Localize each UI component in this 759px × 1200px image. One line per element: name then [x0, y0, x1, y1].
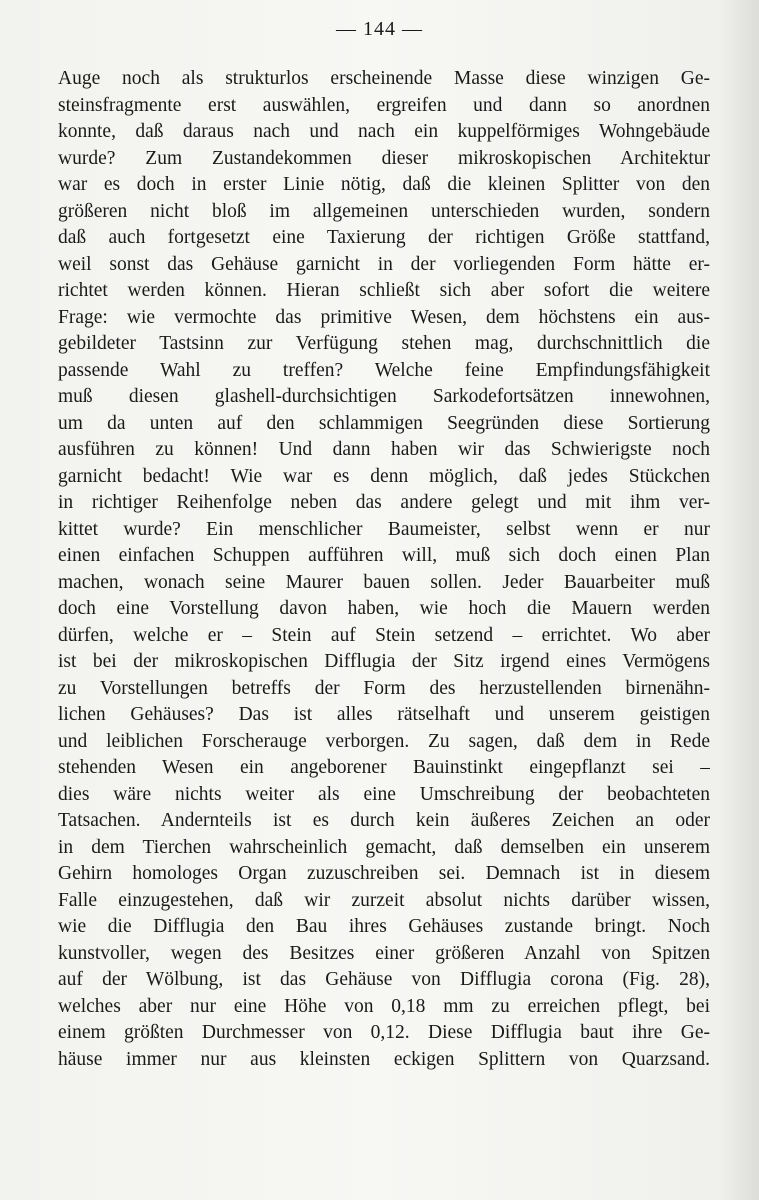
text-line: gebildeter Tastsinn zur Verfügung stehen mag, durchschnittlich die: [58, 333, 710, 354]
text-line: häuse immer nur aus kleinsten eckigen Splittern von Quarzsand.: [58, 1048, 710, 1070]
text-line: lichen Gehäuses? Das ist alles rätselhaft und unserem geistigen: [58, 704, 710, 725]
text-line: einem größten Durchmesser von 0,12. Diese Difflugia baut ihre Ge-: [58, 1022, 710, 1043]
text-line: richtet werden können. Hieran schließt sich aber sofort die weitere: [58, 280, 710, 301]
text-line: muß diesen glashell-durchsichtigen Sarkodefortsätzen innewohnen,: [58, 386, 710, 407]
text-line: Falle einzugestehen, daß wir zurzeit absolut nichts darüber wissen,: [58, 889, 710, 911]
text-line: größeren nicht bloß im allgemeinen unterschieden wurden, sondern: [58, 200, 710, 222]
text-line: um da unten auf den schlammigen Seegründen diese Sortierung: [58, 412, 710, 434]
text-line: steinsfragmente erst auswählen, ergreifen und dann so anordnen: [58, 94, 710, 116]
text-line: Auge noch als strukturlos erscheinende Masse diese winzigen Ge-: [58, 68, 710, 89]
text-line: weil sonst das Gehäuse garnicht in der vorliegenden Form hätte er-: [58, 253, 710, 275]
text-line: ist bei der mikroskopischen Difflugia der Sitz irgend eines Vermögens: [58, 651, 710, 672]
text-line: einen einfachen Schuppen aufführen will, muß sich doch einen Plan: [58, 545, 710, 566]
text-line: in richtiger Reihenfolge neben das andere gelegt und mit ihm ver-: [58, 492, 710, 513]
text-line: Gehirn homologes Organ zuzuschreiben sei. Demnach ist in diesem: [58, 863, 710, 884]
text-line: Frage: wie vermochte das primitive Wesen, dem höchstens ein aus-: [58, 306, 710, 328]
text-line: daß auch fortgesetzt eine Taxierung der richtigen Größe stattfand,: [58, 227, 710, 248]
text-line: wie die Difflugia den Bau ihres Gehäuses zustande bringt. Noch: [58, 916, 710, 937]
text-line: kunstvoller, wegen des Besitzes einer größeren Anzahl von Spitzen: [58, 942, 710, 964]
text-line: und leiblichen Forscherauge verborgen. Zu sagen, daß dem in Rede: [58, 730, 710, 752]
page-edge-shadow: [719, 0, 759, 1200]
text-line: zu Vorstellungen betreffs der Form des herzustellenden birnenähn-: [58, 677, 710, 699]
text-line: stehenden Wesen ein angeborener Bauinstinkt eingepflanzt sei –: [58, 757, 710, 778]
text-line: war es doch in erster Linie nötig, daß die kleinen Splitter von den: [58, 174, 710, 195]
text-line: Tatsachen. Andernteils ist es durch kein äußeres Zeichen an oder: [58, 810, 710, 831]
text-line: kittet wurde? Ein menschlicher Baumeister, selbst wenn er nur: [58, 518, 710, 540]
page-number: — 144 —: [336, 18, 423, 40]
text-line: ausführen zu können! Und dann haben wir das Schwierigste noch: [58, 439, 710, 460]
text-line: welches aber nur eine Höhe von 0,18 mm zu erreichen pflegt, bei: [58, 995, 710, 1017]
text-line: passende Wahl zu treffen? Welche feine Empfindungsfähigkeit: [58, 359, 710, 381]
text-line: konnte, daß daraus nach und nach ein kuppelförmiges Wohngebäude: [58, 121, 710, 142]
text-line: in dem Tierchen wahrscheinlich gemacht, daß demselben ein unserem: [58, 836, 710, 858]
text-line: wurde? Zum Zustandekommen dieser mikroskopischen Architektur: [58, 147, 710, 169]
text-line: dürfen, welche er – Stein auf Stein setzend – errichtet. Wo aber: [58, 624, 710, 646]
text-line: doch eine Vorstellung davon haben, wie hoch die Mauern werden: [58, 598, 710, 619]
body-text: [58, 66, 710, 1073]
text-line: auf der Wölbung, ist das Gehäuse von Difflugia corona (Fig. 28),: [58, 969, 710, 990]
text-line: garnicht bedacht! Wie war es denn möglich, daß jedes Stückchen: [58, 465, 710, 487]
text-line: dies wäre nichts weiter als eine Umschreibung der beobachteten: [58, 783, 710, 805]
text-line: machen, wonach seine Maurer bauen sollen. Jeder Bauarbeiter muß: [58, 571, 710, 593]
